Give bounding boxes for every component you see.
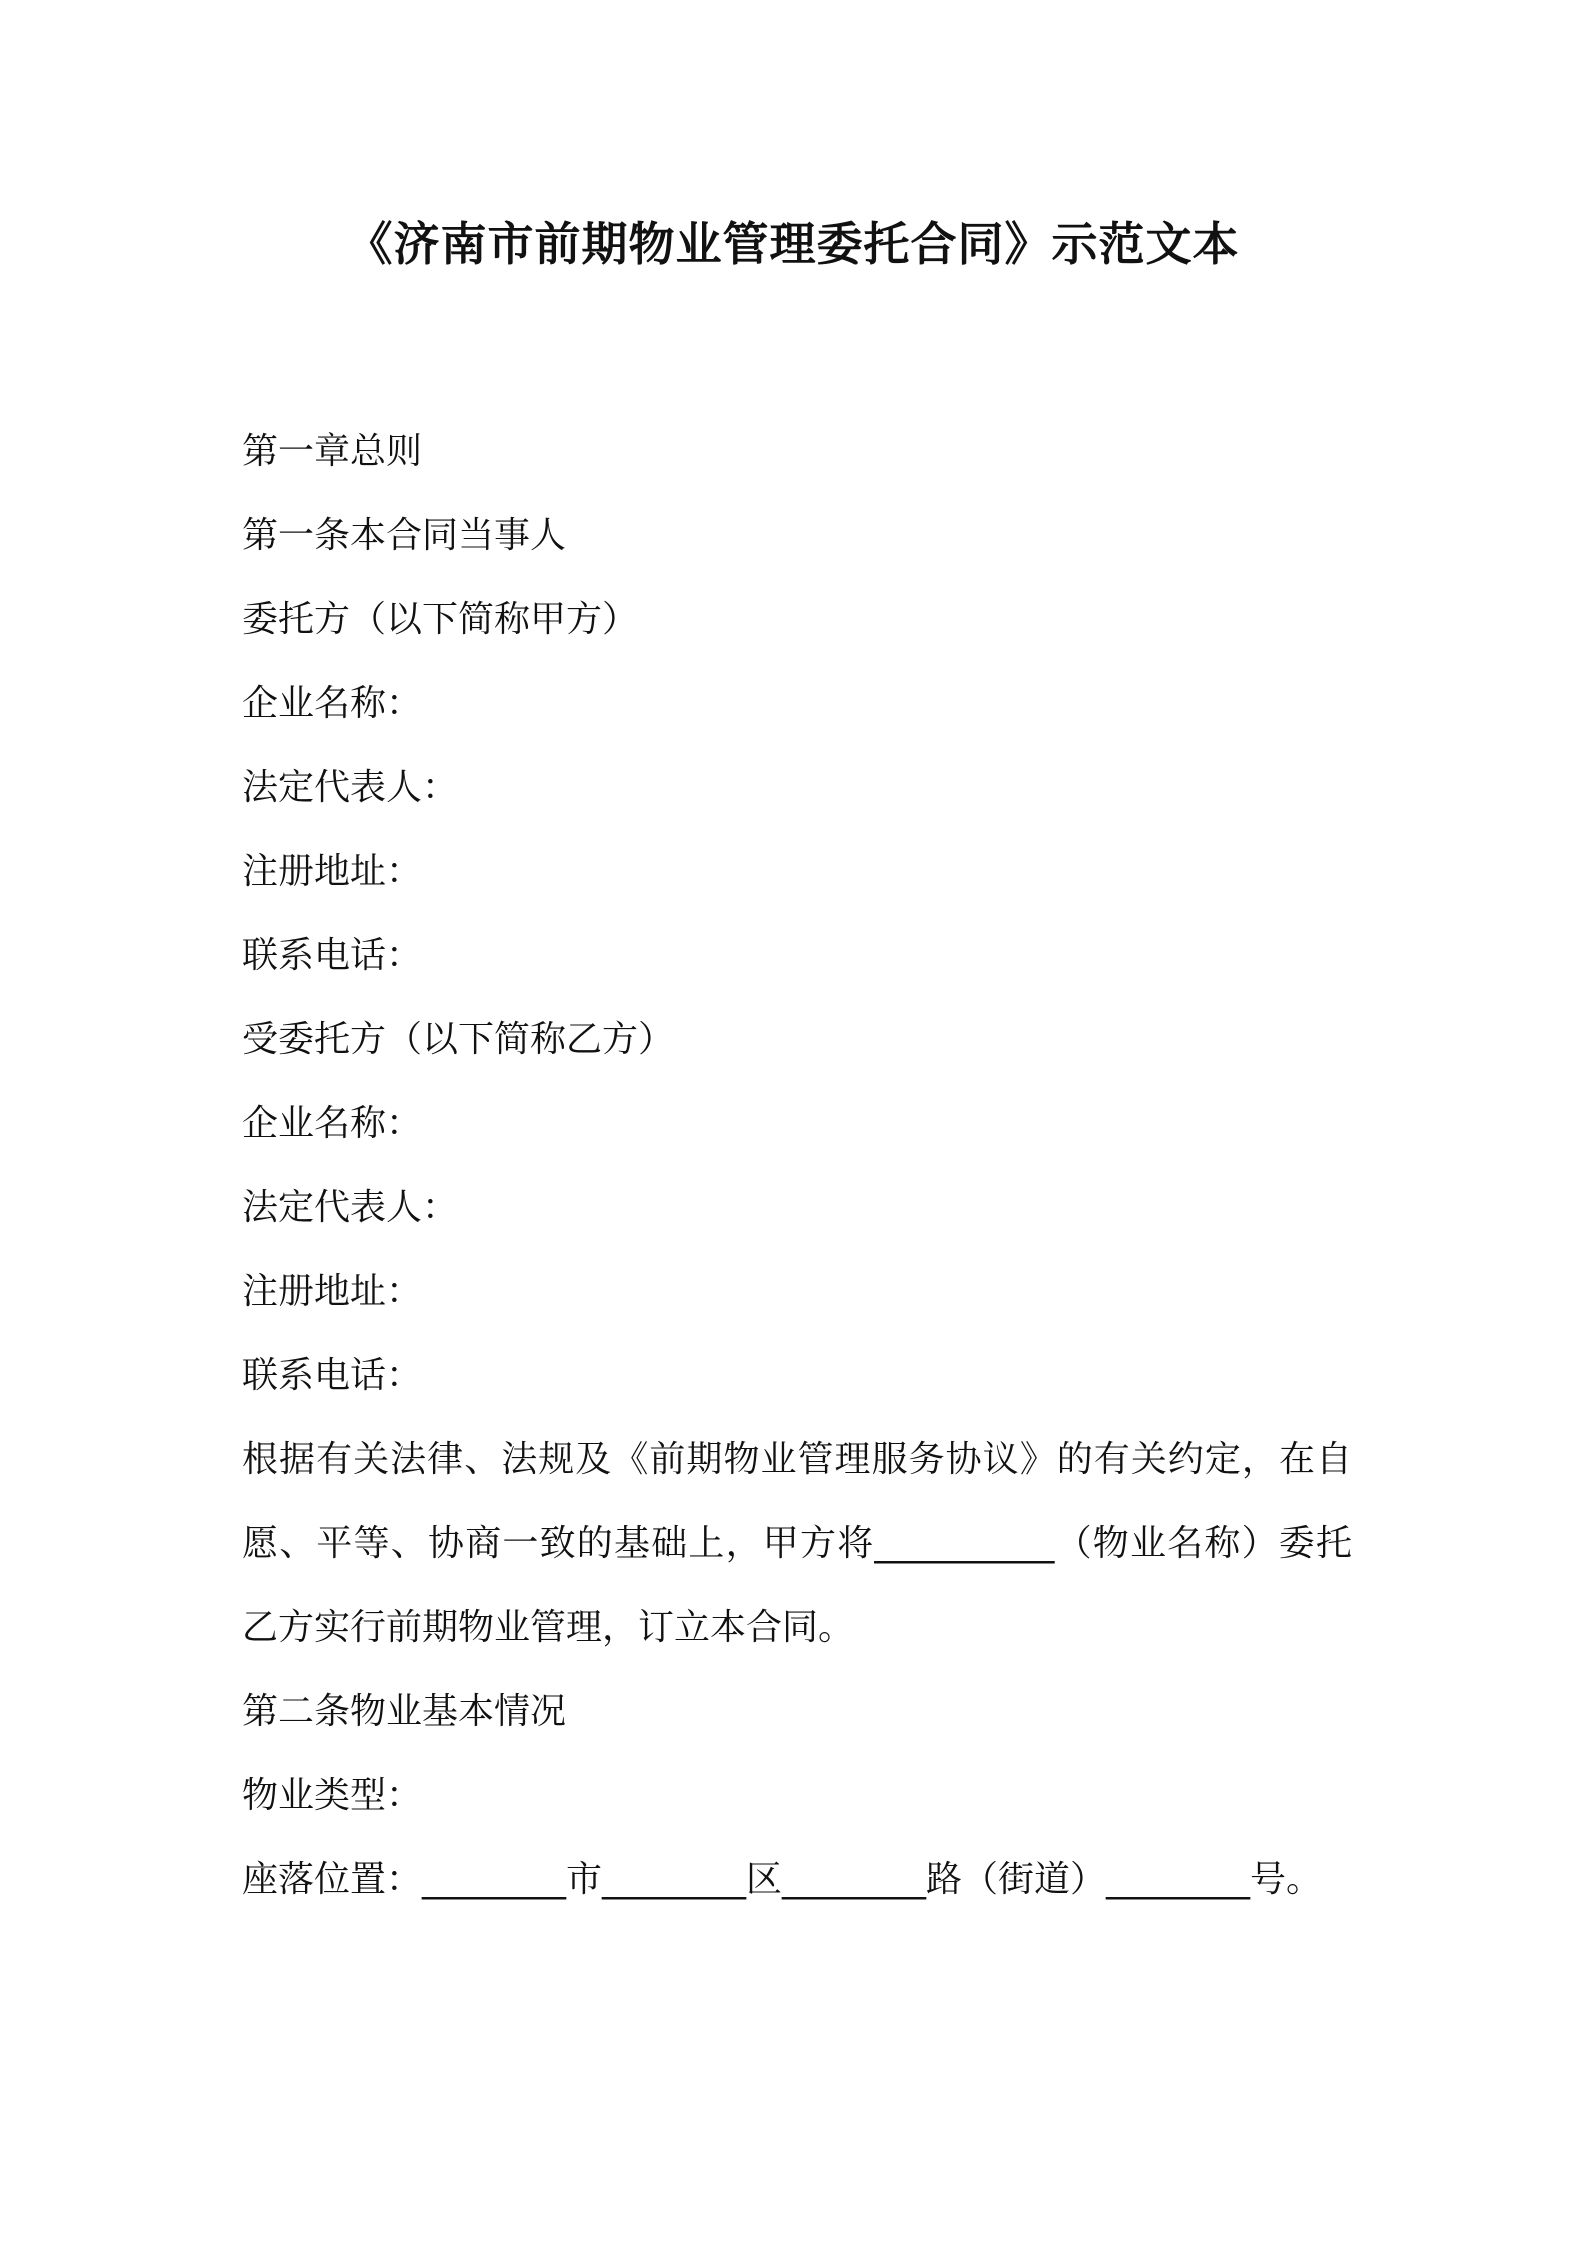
party-a-company-name: 企业名称： (242, 683, 423, 724)
article-two-heading: 第二条物业基本情况 (242, 1691, 567, 1732)
document-body (242, 410, 1352, 1922)
party-a-heading: 委托方（以下简称甲方） (242, 599, 639, 640)
contract-purpose-paragraph: 根据有关法律、法规及《前期物业管理服务协议》的有关约定，在自愿、平等、协商一致的基础上，甲方将__________（物业名称）委托乙方实行前期物业管理，订立本合同。 (242, 1439, 1352, 1648)
party-a-legal-representative: 法定代表人： (242, 767, 459, 808)
party-a-phone: 联系电话： (242, 935, 423, 976)
document-title: 《济南市前期物业管理委托合同》示范文本 (346, 217, 1240, 271)
party-b-registered-address: 注册地址： (242, 1271, 423, 1312)
party-b-company-name: 企业名称： (242, 1103, 423, 1144)
property-location: 座落位置：________市________区________路（街道）________号。 (242, 1859, 1323, 1900)
chapter-heading: 第一章总则 (242, 431, 423, 472)
party-a-registered-address: 注册地址： (242, 851, 423, 892)
property-type: 物业类型： (242, 1775, 423, 1816)
party-b-legal-representative: 法定代表人： (242, 1187, 459, 1228)
party-b-phone: 联系电话： (242, 1355, 423, 1396)
article-heading: 第一条本合同当事人 (242, 515, 567, 556)
party-b-heading: 受委托方（以下简称乙方） (242, 1019, 675, 1060)
